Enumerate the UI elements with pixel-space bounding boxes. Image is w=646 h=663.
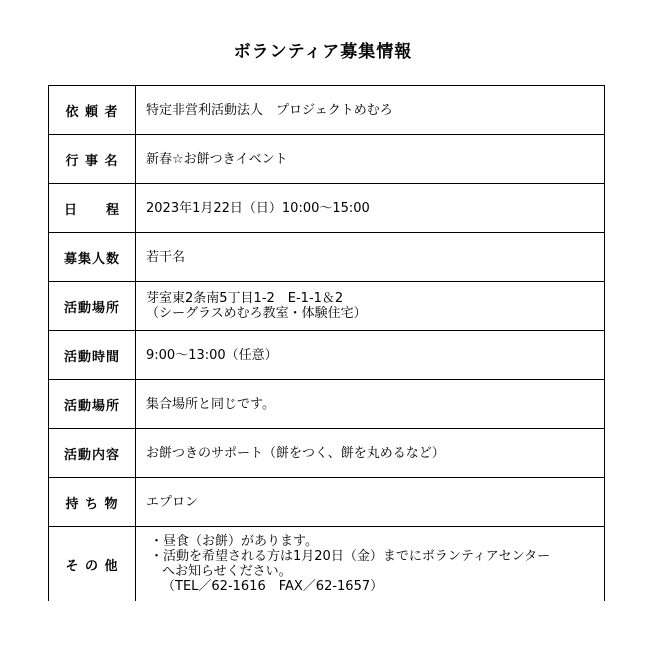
table-row-belongings (49, 478, 605, 527)
row-label: 日 程 (49, 184, 136, 233)
row-label: そ の 他 (49, 527, 136, 602)
value-line: エプロン (146, 494, 199, 510)
value-line: 若干名 (146, 249, 186, 265)
value-line: 新春☆お餅つきイベント (146, 151, 288, 167)
row-value (136, 478, 605, 527)
row-value (136, 135, 605, 184)
table-row-activity-content (49, 429, 605, 478)
row-label: 募集人数 (49, 233, 136, 282)
value-line: 2023年1月22日（日）10:00～15:00 (146, 200, 370, 216)
value-line: ・活動を希望される方は1月20日（金）までにボランティアセンター (150, 549, 551, 564)
row-value (136, 282, 605, 331)
row-value (136, 429, 605, 478)
table-row-activity-time (49, 331, 605, 380)
value-line: （TEL／62-1616 FAX／62-1657） (162, 579, 384, 594)
value-line: ・昼食（お餅）があります。 (150, 534, 318, 549)
table-row-event-name (49, 135, 605, 184)
row-label: 活動場所 (49, 282, 136, 331)
volunteer-info-table (48, 85, 605, 601)
row-value (136, 331, 605, 380)
table-row-meeting-place (49, 380, 605, 429)
row-value (136, 527, 605, 602)
value-line: 集合場所と同じです。 (146, 396, 275, 412)
table-row-recruit-count (49, 233, 605, 282)
row-value (136, 86, 605, 135)
row-label: 活動場所 (49, 380, 136, 429)
value-line: お餅つきのサポート（餅をつく、餅を丸めるなど） (146, 445, 445, 461)
table-row-schedule (49, 184, 605, 233)
table-row-requester (49, 86, 605, 135)
value-line: 特定非営利活動法人 プロジェクトめむろ (146, 102, 393, 118)
row-label: 依 頼 者 (49, 86, 136, 135)
row-label: 行 事 名 (49, 135, 136, 184)
page-title: ボランティア募集情報 (233, 42, 413, 62)
row-label: 持 ち 物 (49, 478, 136, 527)
value-line: 9:00～13:00（任意） (146, 347, 278, 363)
value-line: 芽室東2条南5丁目1-2 E-1-1＆2 (146, 291, 344, 306)
row-value (136, 184, 605, 233)
row-value (136, 233, 605, 282)
row-label: 活動内容 (49, 429, 136, 478)
value-line: へお知らせください。 (162, 564, 292, 579)
value-line: （シーグラスめむろ教室・体験住宅） (146, 306, 367, 321)
row-label: 活動時間 (49, 331, 136, 380)
table-row-activity-place (49, 282, 605, 331)
row-value (136, 380, 605, 429)
table-row-other (49, 527, 605, 602)
